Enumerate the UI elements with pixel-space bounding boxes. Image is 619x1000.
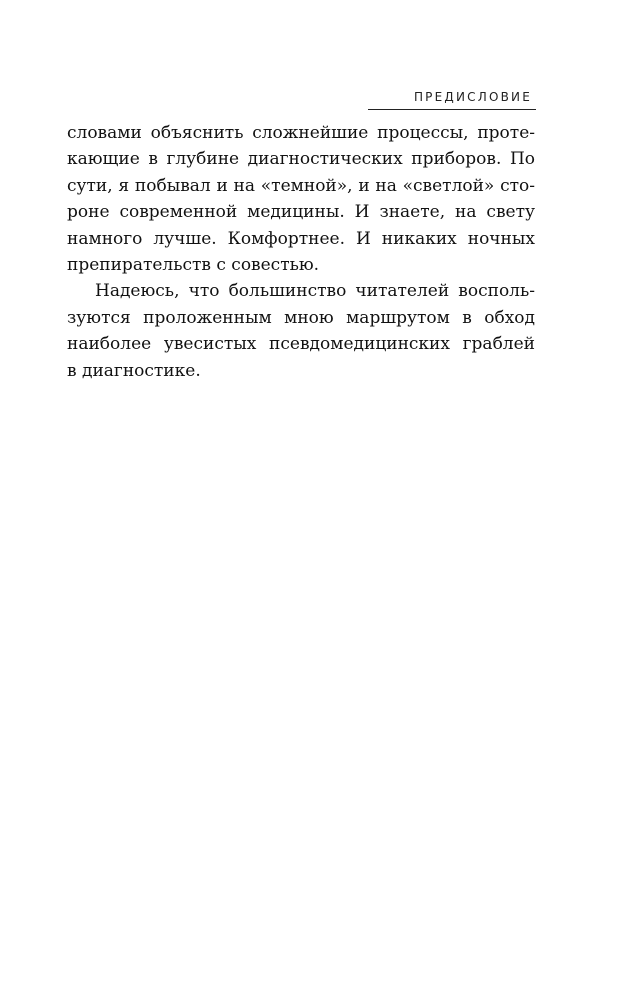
text-line: в диагностике. [67, 360, 201, 381]
paragraph-2 [67, 278, 535, 384]
text-line: кающие в глубине диагностических приборов. По [67, 149, 535, 170]
text-line: препирательств с совестью. [67, 255, 320, 276]
text-line: намного лучше. Комфортнее. И никаких ночных [67, 228, 535, 249]
text-line: словами объяснить сложнейшие процессы, проте- [67, 123, 535, 143]
text-line: роне современной медицины. И знаете, на свету [67, 202, 535, 223]
text-line: Надеюсь, что большинство читателей восполь- [95, 281, 535, 302]
body-text [67, 120, 535, 384]
running-header-title: ПРЕДИСЛОВИЕ [413, 90, 532, 104]
text-line: наиболее увесистых псевдомедицинских граблей [67, 334, 535, 355]
header-rule [368, 109, 536, 110]
paragraph-1 [67, 120, 535, 278]
text-line: зуются проложенным мною маршрутом в обход [67, 307, 535, 328]
text-line: сути, я побывал и на «темной», и на «светлой» сто- [67, 175, 535, 196]
